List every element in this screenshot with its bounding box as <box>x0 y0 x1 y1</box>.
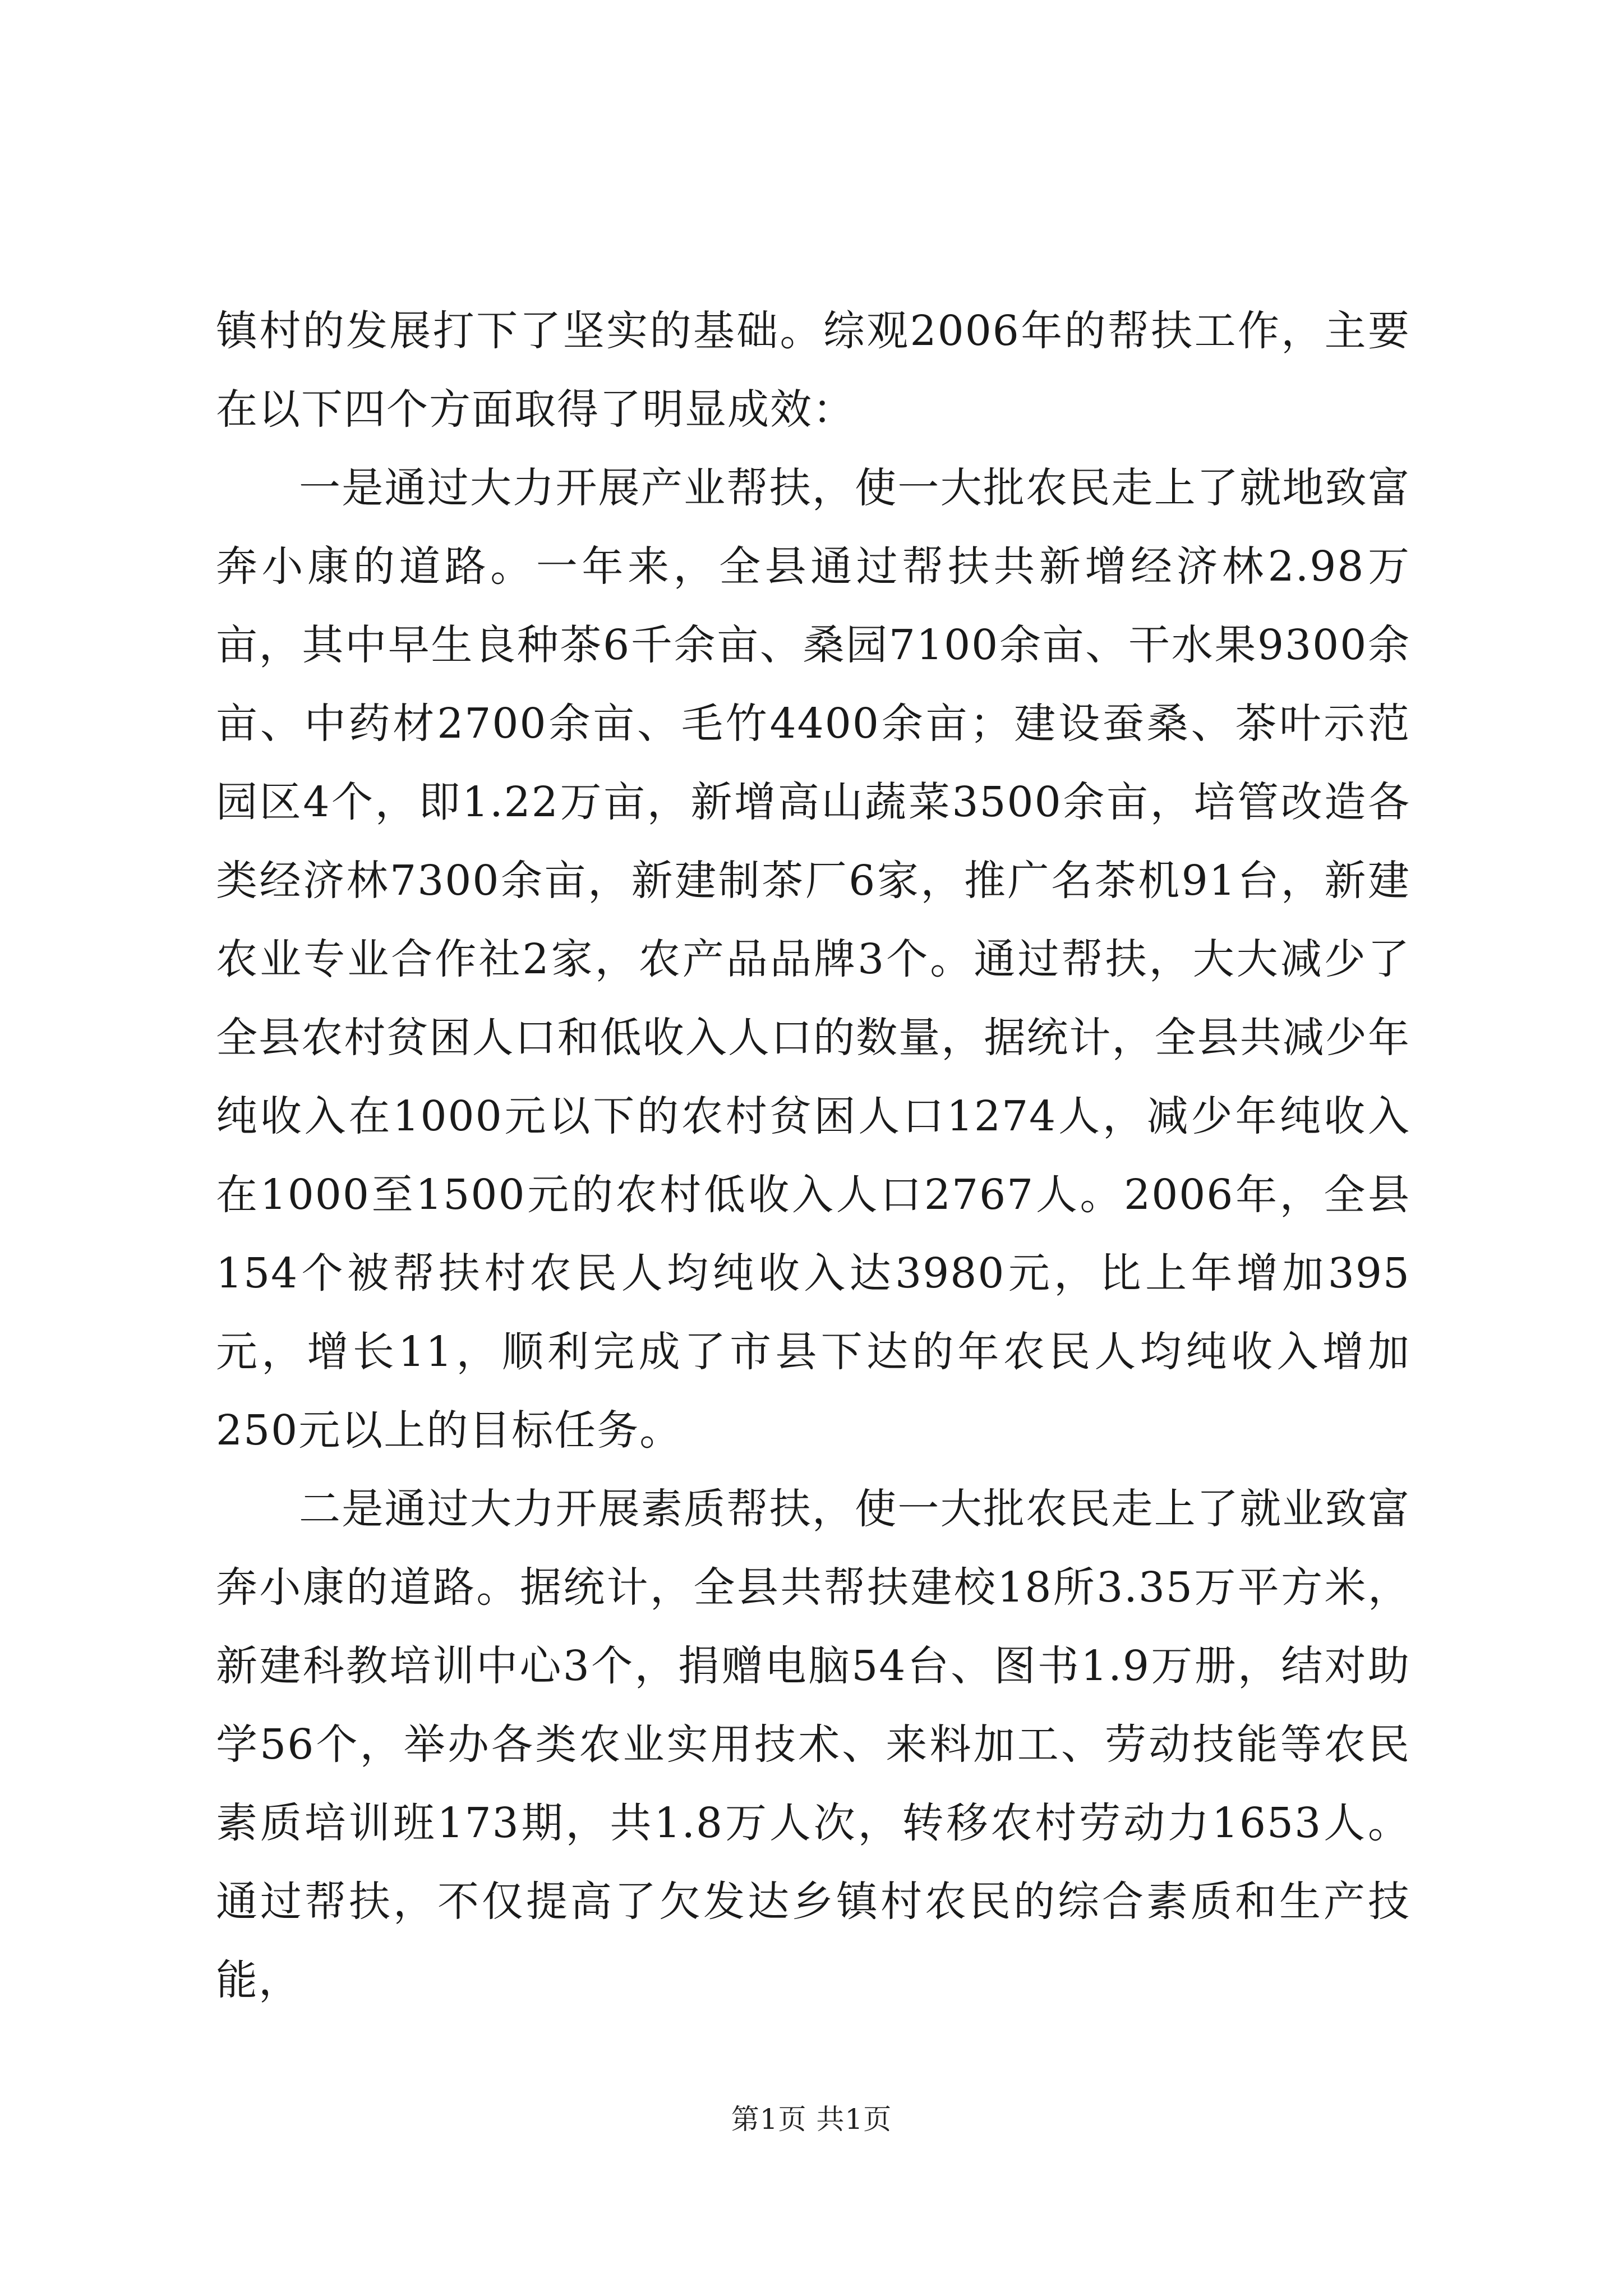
paragraph-1: 镇村的发展打下了坚实的基础。综观2006年的帮扶工作，主要在以下四个方面取得了明显成效： <box>216 307 1410 434</box>
document-body <box>216 292 1410 2019</box>
page-footer: 第1页 共1页 <box>731 2103 892 2136</box>
paragraph-3: 二是通过大力开展素质帮扶，使一大批农民走上了就业致富奔小康的道路。据统计，全县共帮扶建校18所3.35万平方米，新建科教培训中心3个，捐赠电脑54台、图书1.9万册，结对助学56个，举办各类农业实用技术、来料加工、劳动技能等农民素质培训班173期，共1.8万人次，转移农村劳动力1653人。通过帮扶，不仅提高了欠发达乡镇村农民的综合素质和生产技能， <box>216 1485 1410 2004</box>
paragraph-2: 一是通过大力开展产业帮扶，使一大批农民走上了就地致富奔小康的道路。一年来，全县通过帮扶共新增经济林2.98万亩，其中早生良种茶6千余亩、桑园7100余亩、干水果9300余亩、中药材2700余亩、毛竹4400余亩；建设蚕桑、茶叶示范园区4个，即1.22万亩，新增高山蔬菜3500余亩，培管改造各类经济林7300余亩，新建制茶厂6家，推广名茶机91台，新建农业专业合作社2家，农产品品牌3个。通过帮扶，大大减少了全县农村贫困人口和低收入人口的数量，据统计，全县共减少年纯收入在1000元以下的农村贫困人口1274人，减少年纯收入在1000至1500元的农村低收入人口2767人。2006年，全县154个被帮扶村农民人均纯收入达3980元，比上年增加395元，增长11，顺利完成了市县下达的年农民人均纯收入增加250元以上的目标任务。 <box>216 464 1410 1455</box>
